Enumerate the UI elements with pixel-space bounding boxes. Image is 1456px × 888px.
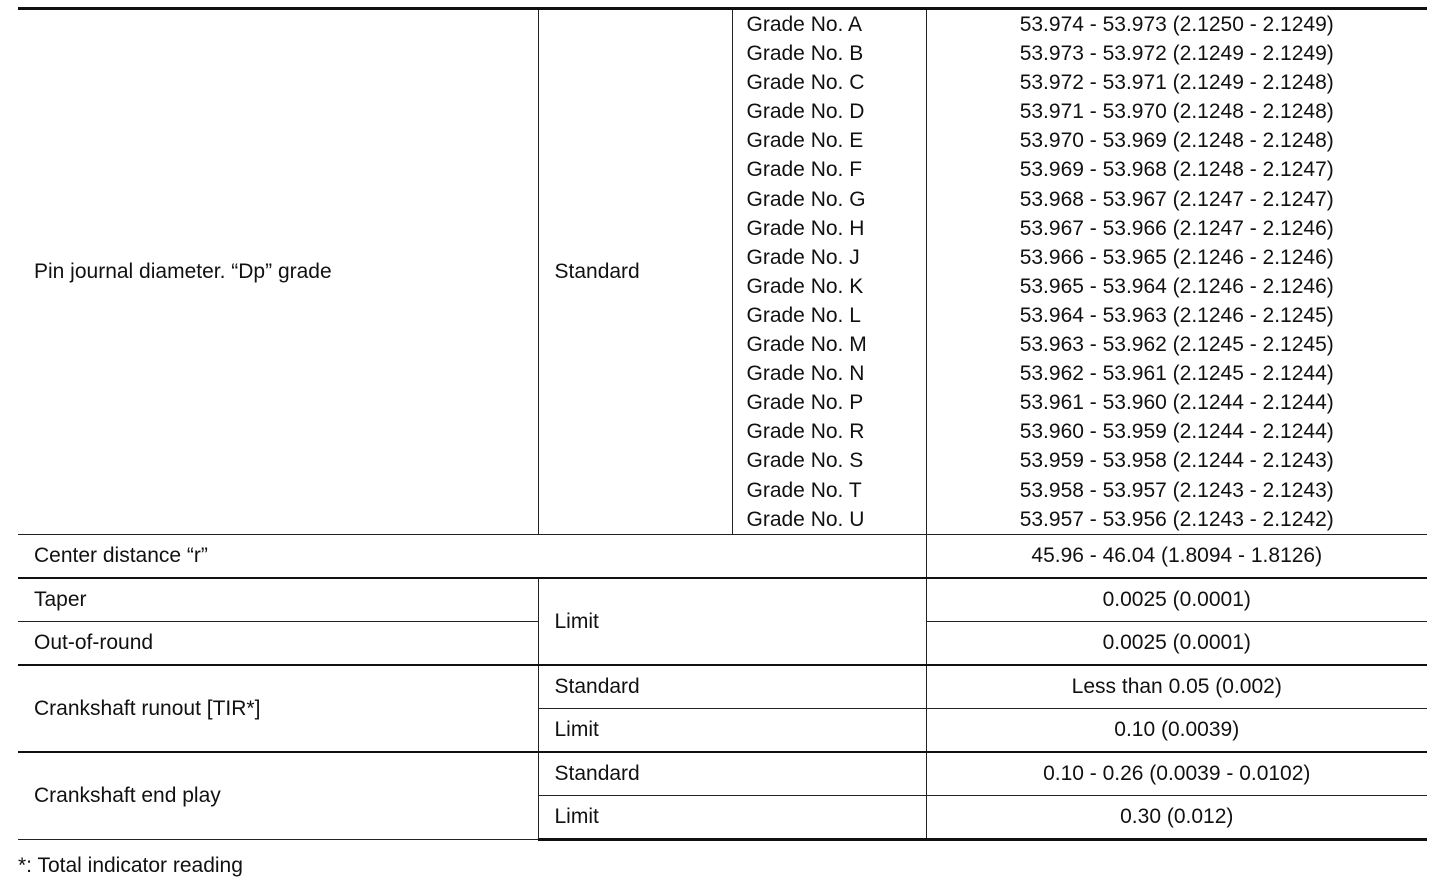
grade-value-list: [926, 9, 1427, 535]
spec-table: [18, 7, 1427, 841]
runout-standard-row: [18, 665, 1427, 709]
grade-name: Grade No. T: [746, 478, 862, 502]
grade-name: Grade No. E: [746, 129, 864, 153]
grade-value: 53.966 - 53.965 (2.1246 - 2.1246): [1019, 245, 1334, 269]
pin-journal-row: [18, 9, 1427, 535]
grade-value: 53.961 - 53.960 (2.1244 - 2.1244): [1019, 391, 1334, 415]
grade-value: 53.958 - 53.957 (2.1243 - 2.1243): [1019, 478, 1334, 502]
center-distance-label: Center distance “r”: [18, 534, 926, 578]
end-play-limit-label: Limit: [538, 795, 926, 839]
grade-name: Grade No. U: [746, 507, 865, 531]
grade-name: Grade No. P: [746, 391, 864, 415]
grade-name: Grade No. K: [746, 274, 864, 298]
end-play-standard-label: Standard: [538, 752, 926, 796]
grade-value: 53.957 - 53.956 (2.1243 - 2.1242): [1019, 507, 1334, 531]
end-play-label: Crankshaft end play: [18, 752, 538, 840]
runout-standard-label: Standard: [538, 665, 926, 709]
out-of-round-value: 0.0025 (0.0001): [926, 621, 1427, 665]
grade-name: Grade No. D: [746, 100, 865, 124]
grade-value: 53.967 - 53.966 (2.1247 - 2.1246): [1019, 216, 1334, 240]
grade-name: Grade No. R: [746, 420, 865, 444]
grade-name: Grade No. G: [746, 187, 866, 211]
grade-value: 53.962 - 53.961 (2.1245 - 2.1244): [1019, 362, 1334, 386]
center-distance-row: [18, 534, 1427, 578]
grade-value: 53.971 - 53.970 (2.1248 - 2.1248): [1019, 100, 1334, 124]
grade-value: 53.968 - 53.967 (2.1247 - 2.1247): [1019, 187, 1334, 211]
grade-value: 53.959 - 53.958 (2.1244 - 2.1243): [1019, 449, 1334, 473]
taper-label: Taper: [18, 578, 538, 622]
grade-value: 53.969 - 53.968 (2.1248 - 2.1247): [1019, 158, 1334, 182]
footnote: *: Total indicator reading: [18, 854, 243, 877]
grade-name: Grade No. H: [746, 216, 865, 240]
pin-journal-condition: Standard: [538, 9, 732, 535]
grade-name: Grade No. L: [746, 303, 861, 327]
end-play-standard-row: [18, 752, 1427, 796]
grade-value: 53.964 - 53.963 (2.1246 - 2.1245): [1019, 303, 1334, 327]
grade-name: Grade No. J: [746, 245, 860, 269]
runout-limit-value: 0.10 (0.0039): [926, 708, 1427, 752]
grade-name-list: [732, 9, 926, 535]
grade-name: Grade No. M: [746, 333, 867, 357]
center-distance-value: 45.96 - 46.04 (1.8094 - 1.8126): [926, 534, 1427, 578]
grade-value: 53.965 - 53.964 (2.1246 - 2.1246): [1019, 274, 1334, 298]
grade-name: Grade No. C: [746, 71, 865, 95]
runout-standard-value: Less than 0.05 (0.002): [926, 665, 1427, 709]
out-of-round-label: Out-of-round: [18, 621, 538, 665]
grade-name: Grade No. B: [746, 42, 864, 66]
end-play-standard-value: 0.10 - 0.26 (0.0039 - 0.0102): [926, 752, 1427, 796]
grade-value: 53.973 - 53.972 (2.1249 - 2.1249): [1019, 42, 1334, 66]
runout-limit-label: Limit: [538, 708, 926, 752]
runout-label: Crankshaft runout [TIR*]: [18, 665, 538, 752]
grade-name: Grade No. S: [746, 449, 864, 473]
grade-value: 53.970 - 53.969 (2.1248 - 2.1248): [1019, 129, 1334, 153]
grade-value: 53.963 - 53.962 (2.1245 - 2.1245): [1019, 333, 1334, 357]
grade-name: Grade No. N: [746, 362, 865, 386]
taper-value: 0.0025 (0.0001): [926, 578, 1427, 622]
taper-row: [18, 578, 1427, 622]
grade-name: Grade No. A: [746, 13, 863, 36]
pin-journal-label: Pin journal diameter. “Dp” grade: [18, 9, 538, 535]
grade-value: 53.972 - 53.971 (2.1249 - 2.1248): [1019, 71, 1334, 95]
grade-value: 53.974 - 53.973 (2.1250 - 2.1249): [1019, 13, 1334, 36]
taper-oor-condition: Limit: [538, 578, 926, 665]
end-play-limit-value: 0.30 (0.012): [926, 795, 1427, 839]
grade-name: Grade No. F: [746, 158, 863, 182]
grade-value: 53.960 - 53.959 (2.1244 - 2.1244): [1019, 420, 1334, 444]
